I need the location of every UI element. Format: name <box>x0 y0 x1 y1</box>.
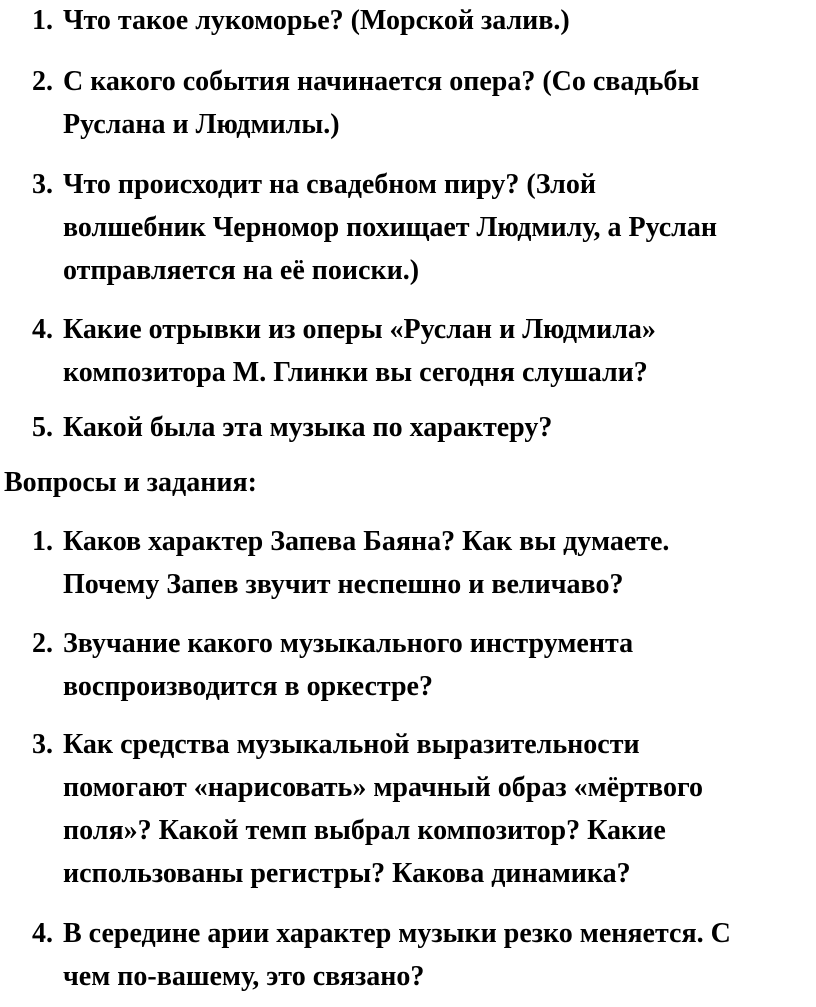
item-number: 1. <box>32 526 53 557</box>
item-text-line: Что происходит на свадебном пиру? (Злой <box>63 169 596 200</box>
item-text-line: Как средства музыкальной выразительности <box>63 729 640 760</box>
item-text-line: Какие отрывки из оперы «Руслан и Людмила» <box>63 314 656 345</box>
item-text-line: В середине арии характер музыки резко меняется. С <box>63 918 731 949</box>
item-number: 4. <box>32 314 53 345</box>
section-heading: Вопросы и задания: <box>4 467 257 498</box>
item-text-line: чем по-вашему, это связано? <box>63 961 425 992</box>
item-number: 1. <box>32 5 53 36</box>
item-text-line: композитора М. Глинки вы сегодня слушали? <box>63 357 648 388</box>
item-text-line: Звучание какого музыкального инструмента <box>63 628 634 659</box>
item-number: 2. <box>32 628 53 659</box>
item-text-line: Почему Запев звучит неспешно и величаво? <box>63 569 624 600</box>
item-text-line: Руслана и Людмилы.) <box>63 109 340 140</box>
item-text-line: использованы регистры? Какова динамика? <box>63 858 631 889</box>
item-text-line: помогают «нарисовать» мрачный образ «мёртвого <box>63 772 703 803</box>
item-text-line: С какого события начинается опера? (Со свадьбы <box>63 66 700 97</box>
item-number: 3. <box>32 729 53 760</box>
item-text-line: отправляется на её поиски.) <box>63 255 420 286</box>
item-text-line: поля»? Какой темп выбрал композитор? Какие <box>63 815 666 846</box>
item-text-line: волшебник Черномор похищает Людмилу, а Руслан <box>63 212 717 243</box>
item-number: 5. <box>32 412 53 443</box>
item-text-line: Каков характер Запева Баяна? Как вы думаете. <box>63 526 670 557</box>
item-number: 3. <box>32 169 53 200</box>
item-number: 4. <box>32 918 53 949</box>
item-number: 2. <box>32 66 53 97</box>
item-text-line: Что такое лукоморье? (Морской залив.) <box>63 5 570 36</box>
item-text-line: Какой была эта музыка по характеру? <box>63 412 553 443</box>
item-text-line: воспроизводится в оркестре? <box>63 671 433 702</box>
